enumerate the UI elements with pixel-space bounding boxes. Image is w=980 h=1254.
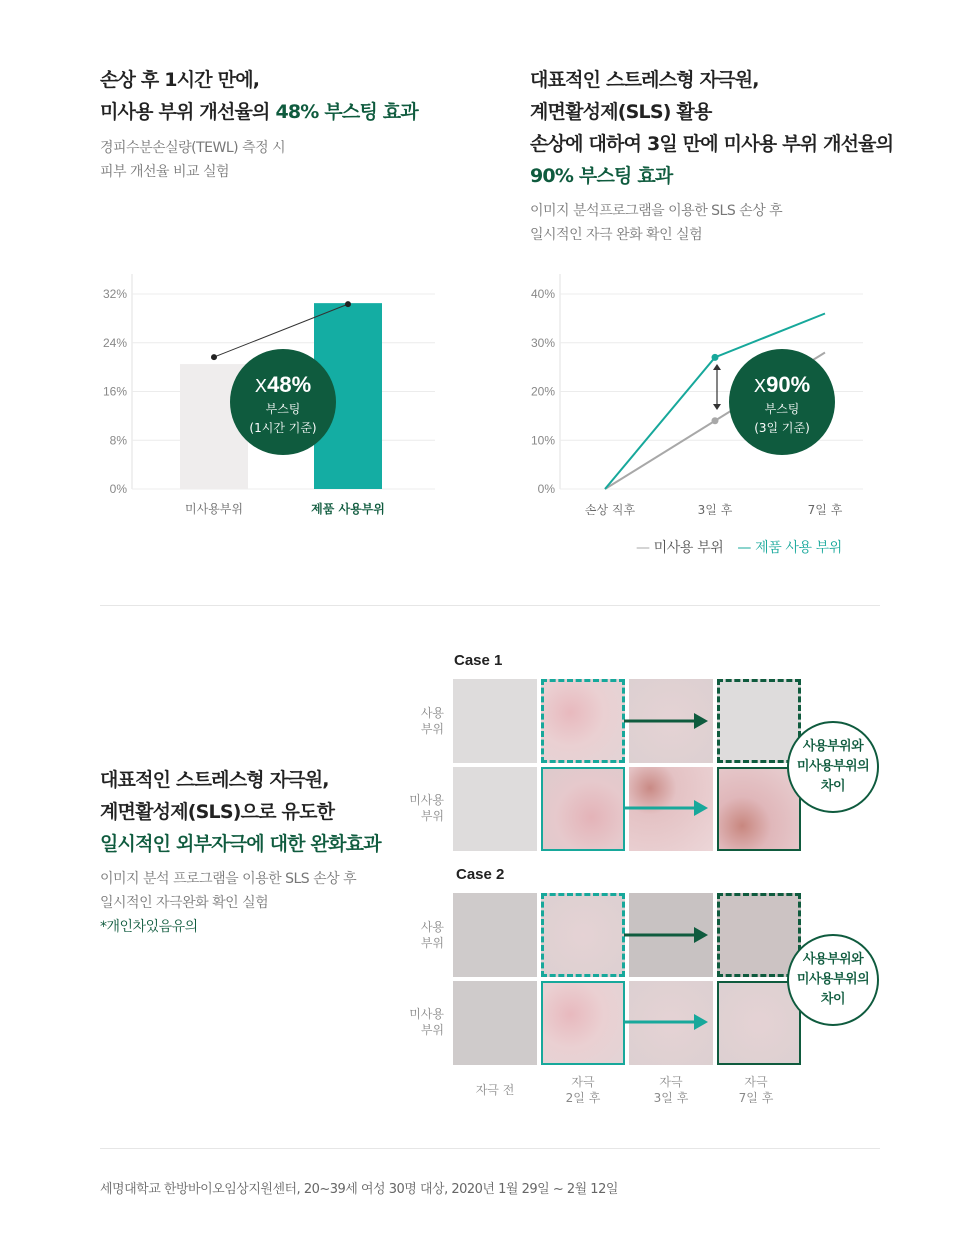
footer-divider	[100, 1148, 880, 1149]
case1-used-2day-photo	[541, 679, 625, 763]
case2-unused-2day-photo	[541, 981, 625, 1065]
case2-used-before-photo	[453, 893, 537, 977]
arrow-right-icon	[624, 1014, 708, 1030]
case1-used-before-photo	[453, 679, 537, 763]
section2-sub-line2: 일시적인 자극 완화 확인 실험	[530, 227, 703, 243]
section2-title	[530, 64, 893, 192]
section3-description	[100, 867, 356, 939]
y-tick-label: 32%	[102, 287, 127, 301]
section3-title	[100, 764, 381, 860]
line-chart-legend	[636, 537, 842, 557]
col-label-line: 2일 후	[565, 1091, 601, 1105]
case1-unused-2day-photo	[541, 767, 625, 851]
section2-sub-line1: 이미지 분석프로그램을 이용한 SLS 손상 후	[530, 203, 783, 219]
row-label-line: 부위	[420, 809, 444, 823]
circle-note-line: 사용부위와	[802, 739, 864, 754]
x-category-label: 7일 후	[807, 503, 843, 517]
data-point	[211, 354, 217, 360]
arrow-right-icon	[624, 713, 708, 729]
arrow-right-icon	[624, 927, 708, 943]
line-chart	[515, 270, 875, 530]
bubble-basis: (1시간 기준)	[249, 421, 317, 435]
col-label-line: 자극	[744, 1075, 768, 1089]
footer-source: 세명대학교 한방바이오임상지원센터, 20~39세 여성 30명 대상, 2020년 1월 29일 ~ 2월 12일	[100, 1182, 618, 1197]
section1-sub-line1: 경피수분손실량(TEWL) 측정 시	[100, 140, 286, 156]
bubble-value: X48%	[254, 372, 312, 397]
section3-title-line1: 대표적인 스트레스형 자극원,	[100, 769, 329, 791]
row-label-line: 미사용	[409, 1007, 444, 1021]
row-label-line: 부위	[420, 936, 444, 950]
section-divider	[100, 605, 880, 606]
col-label-3day	[629, 1074, 713, 1106]
circle-note-line: 미사용부위의	[796, 759, 870, 774]
row-label-line: 사용	[420, 706, 444, 720]
case1-difference-note	[787, 721, 879, 813]
bubble-label: 부스팅	[764, 402, 800, 416]
section2-title-line3: 손상에 대하여 3일 만에 미사용 부위 개선율의	[530, 133, 894, 155]
data-point	[345, 301, 351, 307]
section2-title-line2: 계면활성제(SLS) 활용	[530, 101, 712, 123]
legend-unused-label: 미사용 부위	[653, 540, 724, 556]
bubble-label: 부스팅	[265, 402, 301, 416]
y-tick-label: 40%	[530, 287, 555, 301]
y-tick-label: 20%	[530, 384, 555, 399]
case1-used-7day-photo	[717, 679, 801, 763]
section3-title-line2: 계면활성제(SLS)으로 유도한	[100, 801, 335, 823]
y-tick-label: 0%	[109, 482, 127, 496]
y-tick-label: 10%	[530, 433, 555, 448]
case2-used-2day-photo	[541, 893, 625, 977]
data-point	[712, 417, 719, 424]
y-tick-label: 24%	[102, 335, 127, 350]
section1-title-line1: 손상 후 1시간 만에,	[100, 69, 260, 91]
improvement-arrow	[713, 364, 721, 410]
legend-used-label: 제품 사용 부위	[755, 540, 842, 556]
data-point	[712, 354, 719, 361]
y-tick-label: 30%	[530, 335, 555, 350]
section1-title-line2	[100, 96, 418, 128]
row-label-line: 부위	[420, 722, 444, 736]
legend-used-marker: —	[737, 540, 752, 556]
case2-label: Case 2	[456, 866, 505, 883]
bubble-basis: (3일 기준)	[754, 421, 810, 435]
case1-row-used-label	[400, 705, 444, 737]
bar-chart	[90, 270, 450, 530]
col-label-line: 7일 후	[738, 1091, 774, 1105]
circle-note-line: 차이	[820, 779, 846, 794]
section2-description	[530, 199, 782, 247]
bar-chart-bubble	[230, 349, 336, 455]
y-tick-label: 8%	[109, 433, 127, 448]
line-chart-bubble	[729, 349, 835, 455]
row-label-line: 사용	[420, 920, 444, 934]
col-label-before: 자극 전	[475, 1083, 515, 1097]
legend-unused-marker: —	[636, 540, 650, 556]
x-category-label: 3일 후	[697, 503, 733, 517]
section1-sub-line2: 피부 개선율 비교 실험	[100, 164, 230, 180]
case2-row-used-label	[400, 919, 444, 951]
col-label-line: 자극	[659, 1075, 683, 1089]
case1-unused-before-photo	[453, 767, 537, 851]
col-label-7day	[714, 1074, 798, 1106]
row-label-line: 미사용	[409, 793, 444, 807]
y-tick-label: 16%	[102, 384, 127, 399]
case2-row-unused-label	[400, 1006, 444, 1038]
circle-note-line: 사용부위와	[802, 952, 864, 967]
section3-sub-line2: 일시적인 자극완화 확인 실험	[100, 895, 269, 911]
case2-difference-note	[787, 934, 879, 1026]
section1-title-line2-text: 미사용 부위 개선율의	[100, 101, 276, 123]
y-tick-label: 0%	[537, 482, 555, 496]
circle-note-line: 차이	[820, 992, 846, 1007]
x-category-label: 손상 직후	[584, 503, 636, 517]
circle-note-line: 미사용부위의	[796, 972, 870, 987]
section2-title-line1: 대표적인 스트레스형 자극원,	[530, 69, 759, 91]
section3-note: *개인차있음유의	[100, 919, 198, 935]
arrow-right-icon	[624, 800, 708, 816]
row-label-line: 부위	[420, 1023, 444, 1037]
bubble-value: X90%	[753, 372, 811, 397]
section1-title	[100, 64, 418, 128]
section3-sub-line1: 이미지 분석 프로그램을 이용한 SLS 손상 후	[100, 871, 357, 887]
case1-arrows	[620, 708, 712, 818]
case1-row-unused-label	[400, 792, 444, 824]
x-category-label: 제품 사용부위	[311, 502, 385, 516]
col-label-line: 3일 후	[653, 1091, 689, 1105]
case2-unused-before-photo	[453, 981, 537, 1065]
col-label-line: 자극	[571, 1075, 595, 1089]
section1-description	[100, 136, 285, 184]
x-category-label: 미사용부위	[185, 502, 243, 516]
case2-arrows	[620, 922, 712, 1032]
col-label-2day	[541, 1074, 625, 1106]
case1-label: Case 1	[454, 652, 503, 669]
section3-title-highlight: 일시적인 외부자극에 대한 완화효과	[100, 833, 381, 855]
section1-title-highlight: 48% 부스팅 효과	[275, 101, 418, 123]
section2-title-highlight: 90% 부스팅 효과	[530, 165, 673, 187]
